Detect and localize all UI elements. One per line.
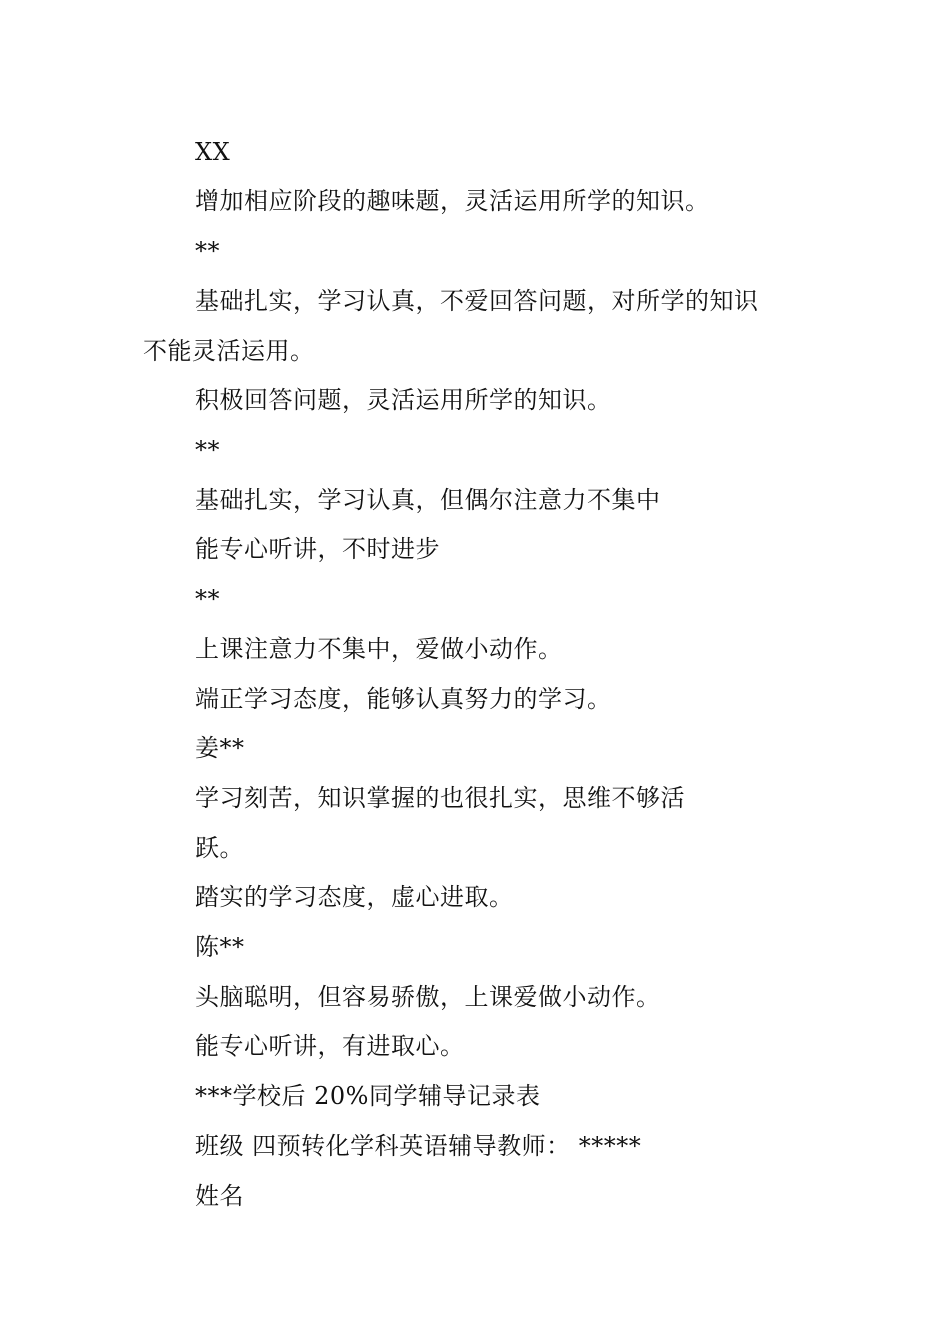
student-name-line: ** — [195, 436, 220, 464]
situation-text: 上课注意力不集中，爱做小动作。 — [195, 635, 563, 663]
class-teacher-info: 班级 四预转化学科英语辅导教师： ***** — [195, 1132, 642, 1160]
situation-text-continued: 跃。 — [195, 834, 244, 862]
student-name-line: 姜** — [195, 734, 245, 762]
measure-text: 增加相应阶段的趣味题，灵活运用所学的知识。 — [195, 187, 710, 215]
student-name-line: ** — [195, 585, 220, 613]
student-name-line: 陈** — [195, 933, 245, 961]
measure-text: 端正学习态度，能够认真努力的学习。 — [195, 685, 612, 713]
measure-text: 踏实的学习态度，虚心进取。 — [195, 883, 514, 911]
situation-text: 基础扎实，学习认真，但偶尔注意力不集中 — [195, 486, 661, 514]
situation-text: 学习刻苦，知识掌握的也很扎实，思维不够活 — [195, 784, 685, 812]
name-column-header: 姓名 — [195, 1182, 244, 1210]
record-table-title: ***学校后 20%同学辅导记录表 — [195, 1082, 541, 1110]
situation-text-continued: 不能灵活运用。 — [143, 337, 315, 365]
situation-text: 基础扎实，学习认真，不爱回答问题，对所学的知识 — [195, 287, 759, 315]
measure-text: 积极回答问题，灵活运用所学的知识。 — [195, 386, 612, 414]
situation-text: 头脑聪明，但容易骄傲，上课爱做小动作。 — [195, 983, 661, 1011]
measure-text: 能专心听讲，有进取心。 — [195, 1032, 465, 1060]
student-name-line: ** — [195, 237, 220, 265]
measure-text: 能专心听讲，不时进步 — [195, 535, 440, 563]
student-name-line: XX — [195, 138, 231, 166]
